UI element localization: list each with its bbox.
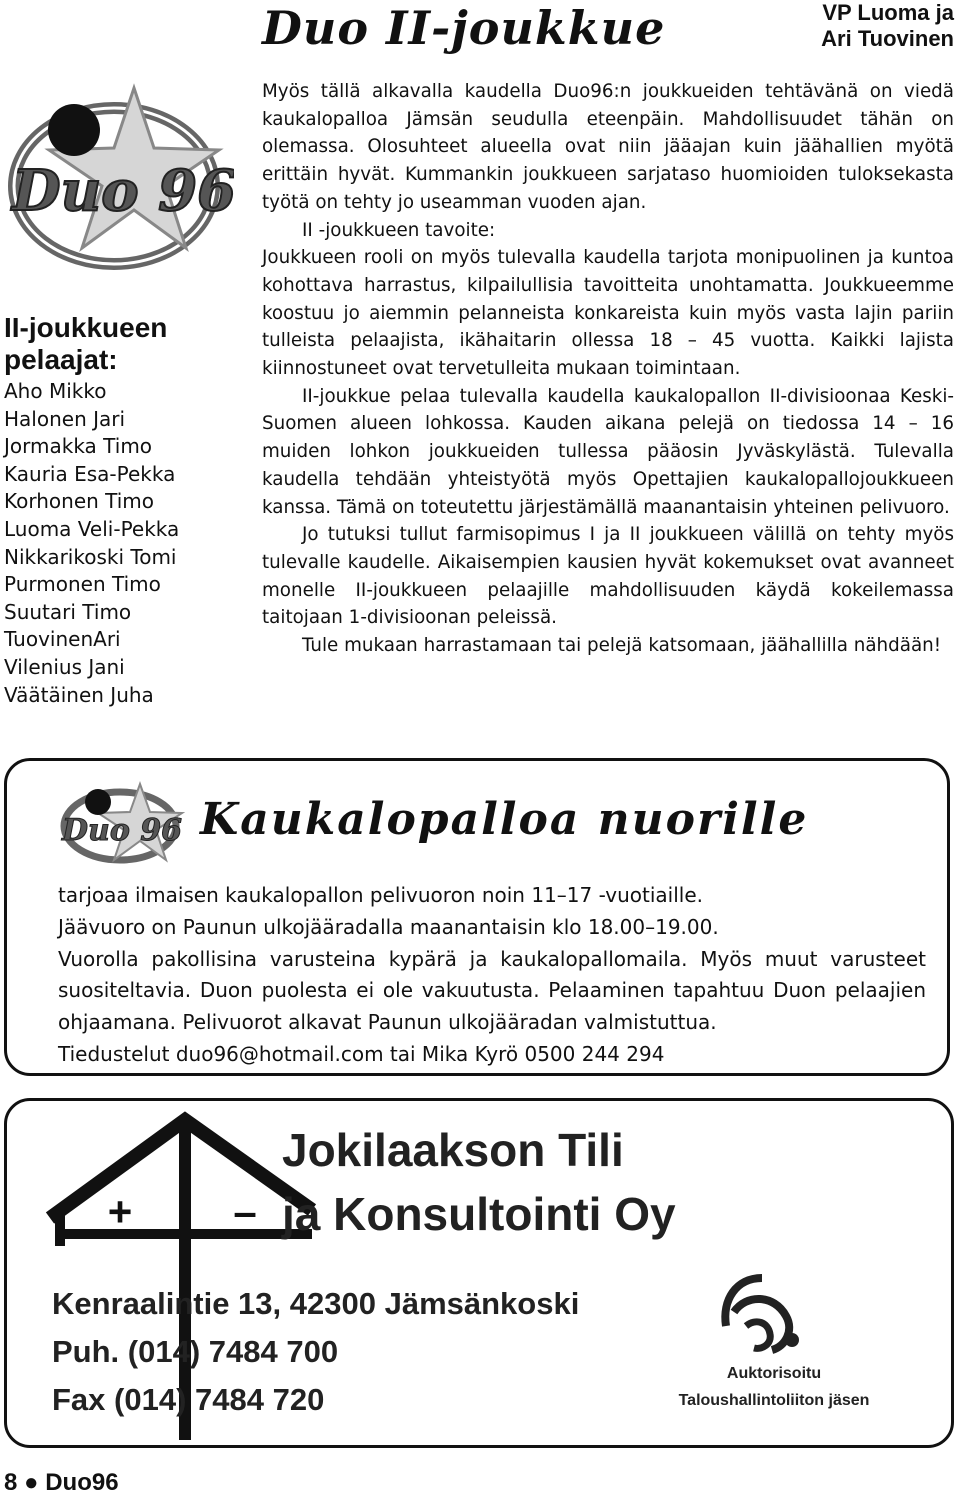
player-item: Purmonen Timo	[4, 572, 161, 597]
player-item: Aho Mikko	[4, 379, 107, 403]
player-item: Väätäinen Juha	[4, 682, 154, 707]
youth-text	[58, 880, 926, 1071]
article-paragraph: Myös tällä alkavalla kaudella Duo96:n joukkueiden tehtävänä on viedä kaukalopalloa Jämsän seudulla eteenpäin. Mahdollisuudet tähän on olemassa. Olosuhteet alueella ovat niin jääajan kuin jäähallien myötä erittäin hyvät. Kummankin joukkueen sarjataso huomioiden tuloksekasta työtä on tehty jo useamman vuoden ajan.	[262, 81, 954, 213]
player-item: Halonen Jari	[4, 406, 126, 431]
youth-line: tarjoaa ilmaisen kaukalopallon pelivuoron noin 11–17 -vuotiaille.	[58, 883, 704, 907]
player-item: Vilenius Jani	[4, 654, 125, 679]
bullet-icon: ●	[24, 1469, 39, 1496]
company-address: Kenraalintie 13, 42300 Jämsänkoski	[52, 1286, 580, 1321]
certification-text: Auktorisoitu Taloushallintoliiton jäsen	[678, 1365, 870, 1409]
player-item: TuovinenAri	[4, 627, 121, 652]
player-item: Kauria Esa-Pekka	[4, 461, 176, 486]
article-paragraph: II-joukkue pelaa tulevalla kaudella kaukalopallon II-divisioonaa Keski-Suomen alueen lohkossa. Kauden aikana pelejä on tiedossa 14 – 16 muiden lohkon joukkueiden tullessa pääosin Jyväskylästä. Tulevalla kaudella tehdään yhteistyötä myös Opettajien kaukalopallojoukkueen kanssa. Tämä on toteutettu järjestämällä maanantaisin yhteinen pelivuoro.	[262, 385, 954, 518]
byline	[821, 0, 954, 52]
article-paragraph: Joukkueen rooli on myös tulevalla kaudella tarjota monipuolinen ja kuntoa kohottava harrastus, kilpailullisia tavoitteita unohtamatta. Joukkueemme koostuu jo aiemmin pelanneista konkareista kuin myös vasta lajin pariin tulleista pelaajista, ikähaitarin ollessa 18 – 45 vuotta. Kaikki lajista kiinnostuneet ovat tervetulleita mukaan toimintaan.	[262, 247, 954, 380]
page-footer	[4, 1468, 119, 1498]
byline-authors-2: Ari Tuovinen	[821, 26, 954, 51]
logo-text: Duo 96	[12, 158, 234, 224]
accountancy-emblem-icon	[716, 1274, 808, 1354]
article-paragraph: Tule mukaan harrastamaan tai pelejä katsomaan, jäähallilla nähdään!	[302, 635, 942, 657]
players-sidebar	[4, 312, 234, 709]
youth-contact: Tiedustelut duo96@hotmail.com tai Mika Kyrö 0500 244 294	[58, 1041, 665, 1066]
article-subheading: II -joukkueen tavoite:	[302, 219, 496, 241]
plus-sign: +	[107, 1188, 133, 1235]
article-paragraph: Jo tutuksi tullut farmisopimus I ja II joukkueen välillä on tehty myös tulevalle kaudelle. Aikaisempien kausien hyvät kokemukset ovat avanneet monelle II-joukkueen pelaajille mahdollisuuden käydä kokeilemassa taitojaan 1-divisioonan peleissä.	[262, 524, 954, 629]
company-fax: Fax (014) 7484 720	[52, 1382, 325, 1417]
player-item: Jormakka Timo	[4, 434, 153, 459]
page-number: 8	[4, 1469, 18, 1496]
company-contact	[52, 1280, 579, 1424]
player-item: Korhonen Timo	[4, 489, 155, 514]
youth-title: Kaukalopalloa nuorille	[200, 794, 809, 845]
duo96-small-logo	[58, 778, 188, 868]
player-item: Nikkarikoski Tomi	[4, 544, 177, 569]
youth-line: Vuorolla pakollisina varusteina kypärä ja kaukalopallomaila. Myös muut varusteet suositeltavia. Duon puolesta ei ole vakuutusta. Pelaaminen tapahtuu Duon pelaajien ohjaamana. Pelivuorot alkavat Paunun ulkojääradan valmistuttua.	[58, 946, 926, 1035]
publication-name: Duo96	[45, 1469, 119, 1496]
players-list	[4, 378, 234, 709]
player-item: Suutari Timo	[4, 599, 132, 624]
article-body	[262, 78, 954, 660]
players-heading: II-joukkueen pelaajat:	[4, 312, 168, 375]
player-item: Luoma Veli-Pekka	[4, 516, 180, 541]
company-name: Jokilaakson Tili ja Konsultointi Oy	[282, 1124, 676, 1240]
youth-line: Jäävuoro on Paunun ulkojääradalla maanantaisin klo 18.00–19.00.	[58, 914, 719, 939]
minus-sign: –	[233, 1188, 257, 1235]
page-title: Duo II-joukkue	[262, 1, 666, 55]
logo-text: Duo 96	[62, 813, 183, 848]
company-phone: Puh. (014) 7484 700	[52, 1334, 339, 1369]
duo96-logo	[4, 78, 234, 278]
byline-authors: VP Luoma ja	[822, 0, 954, 25]
